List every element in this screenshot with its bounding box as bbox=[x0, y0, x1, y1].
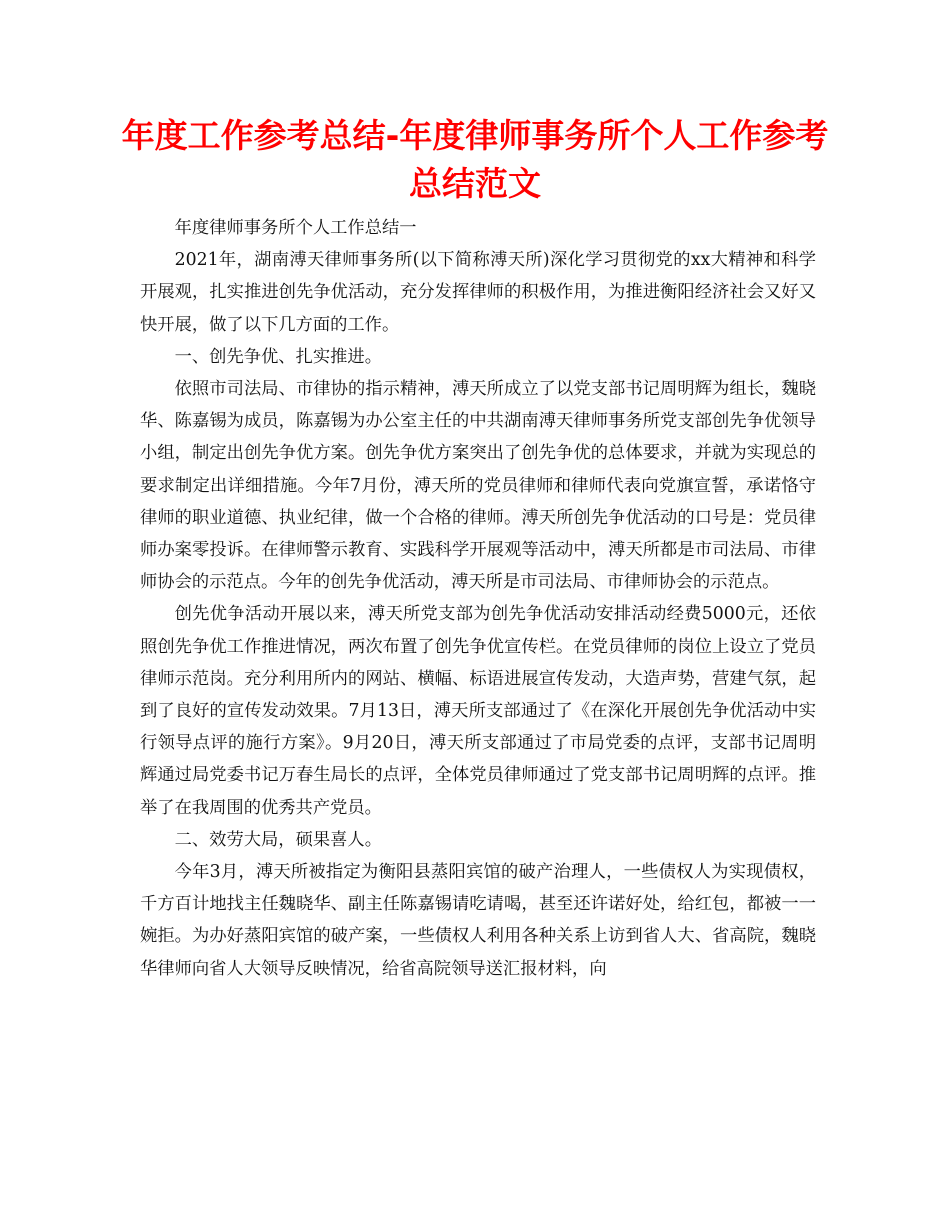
body-paragraph: 依照市司法局、市律协的指示精神，溥天所成立了以党支部书记周明辉为组长，魏晓华、陈嘉锡为成员，陈嘉锡为办公室主任的中共湖南溥天律师事务所党支部创先争优领导小组，制定出创先争优方案。创先争优方案突出了创先争优的总体要求，并就为实现总的要求制定出详细措施。今年7月份，溥天所的党员律师和律师代表向党旗宣誓，承诺恪守律师的职业道德、执业纪律，做一个合格的律师。溥天所创先争优活动的口号是：党员律师办案零投诉。在律师警示教育、实践科学开展观等活动中，溥天所都是市司法局、市律师协会的示范点。今年的创先争优活动，溥天所是市司法局、市律师协会的示范点。 bbox=[140, 379, 816, 593]
body-paragraph: 创先优争活动开展以来，溥天所党支部为创先争优活动安排活动经费5000元，还依照创先争优工作推进情况，两次布置了创先争优宣传栏。在党员律师的岗位上设立了党员律师示范岗。充分利用所内的网站、横幅、标语进展宣传发动，大造声势，营建气氛，起到了良好的宣传发动效果。7月13日，溥天所支部通过了《在深化开展创先争优活动中实行领导点评的施行方案》。9月20日，溥天所支部通过了市局党委的点评，支部书记周明辉通过局党委书记万春生局长的点评，全体党员律师通过了党支部书记周明辉的点评。推举了在我周围的优秀共产党员。 bbox=[140, 604, 816, 818]
document-body bbox=[140, 212, 816, 985]
body-paragraph: 年度律师事务所个人工作总结一 bbox=[174, 218, 417, 238]
body-paragraph: 2021年，湖南溥天律师事务所(以下简称溥天所)深化学习贯彻党的xx大精神和科学开展观，扎实推进创先争优活动，充分发挥律师的积极作用，为推进衡阳经济社会又好又快开展，做了以下几方面的工作。 bbox=[140, 250, 816, 335]
document-title: 年度工作参考总结-年度律师事务所个人工作参考总结范文 bbox=[121, 116, 829, 203]
section-heading: 二、效劳大局，硕果喜人。 bbox=[174, 829, 382, 850]
section-heading: 一、创先争优、扎实推进。 bbox=[174, 346, 382, 367]
body-paragraph: 今年3月，溥天所被指定为衡阳县蒸阳宾馆的破产治理人，一些债权人为实现债权，千方百计地找主任魏晓华、副主任陈嘉锡请吃请喝，甚至还许诺好处，给红包，都被一一婉拒。为办好蒸阳宾馆的破产案，一些债权人利用各种关系上访到省人大、省高院，魏晓华律师向省人大领导反映情况，给省高院领导送汇报材料，向 bbox=[140, 862, 816, 979]
